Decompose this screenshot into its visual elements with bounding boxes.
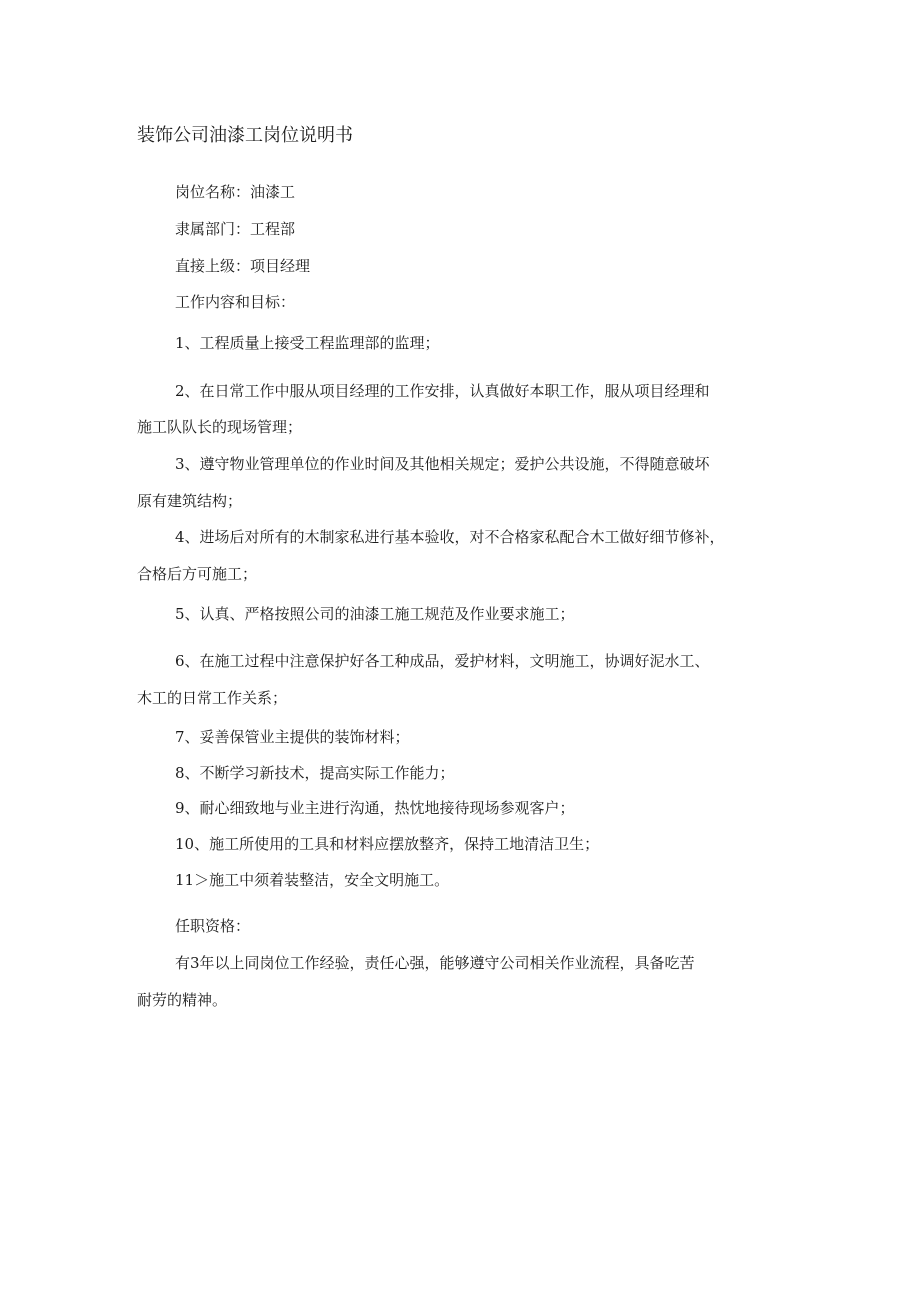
duty-10: 10、施工所使用的工具和材料应摆放整齐，保持工地清洁卫生； [175, 835, 600, 853]
qualifications-text: 有3年以上同岗位工作经验，责任心强，能够遵守公司相关作业流程，具备吃苦 [175, 954, 695, 972]
supervisor-field: 直接上级：项目经理 [175, 257, 311, 275]
duty-2-cont: 施工队队长的现场管理； [137, 418, 303, 436]
duty-2: 2、在日常工作中服从项目经理的工作安排，认真做好本职工作，服从项目经理和 [175, 382, 710, 400]
duty-6: 6、在施工过程中注意保护好各工种成品，爱护材料，文明施工，协调好泥水工、 [175, 652, 710, 670]
duty-4-cont: 合格后方可施工； [137, 565, 258, 583]
content-heading: 工作内容和目标： [175, 293, 296, 311]
position-name-field: 岗位名称：油漆工 [175, 183, 296, 201]
duty-9: 9、耐心细致地与业主进行沟通，热忱地接待现场参观客户； [175, 799, 575, 817]
duty-3-cont: 原有建筑结构； [137, 492, 243, 510]
duty-4: 4、进场后对所有的木制家私进行基本验收，对不合格家私配合木工做好细节修补， [175, 528, 725, 546]
qualifications-text-cont: 耐劳的精神。 [137, 991, 228, 1009]
duty-6-cont: 木工的日常工作关系； [137, 689, 288, 707]
duty-8: 8、不断学习新技术，提高实际工作能力； [175, 764, 455, 782]
department-field: 隶属部门：工程部 [175, 220, 296, 238]
duty-1: 1、工程质量上接受工程监理部的监理； [175, 334, 440, 352]
duty-5: 5、认真、严格按照公司的油漆工施工规范及作业要求施工； [175, 605, 575, 623]
document-title: 装饰公司油漆工岗位说明书 [137, 125, 353, 146]
duty-11: 11＞施工中须着装整洁，安全文明施工。 [175, 871, 450, 889]
duty-7: 7、妥善保管业主提供的装饰材料； [175, 728, 410, 746]
duty-3: 3、遵守物业管理单位的作业时间及其他相关规定；爱护公共设施，不得随意破坏 [175, 455, 710, 473]
qualifications-heading: 任职资格： [175, 917, 251, 935]
